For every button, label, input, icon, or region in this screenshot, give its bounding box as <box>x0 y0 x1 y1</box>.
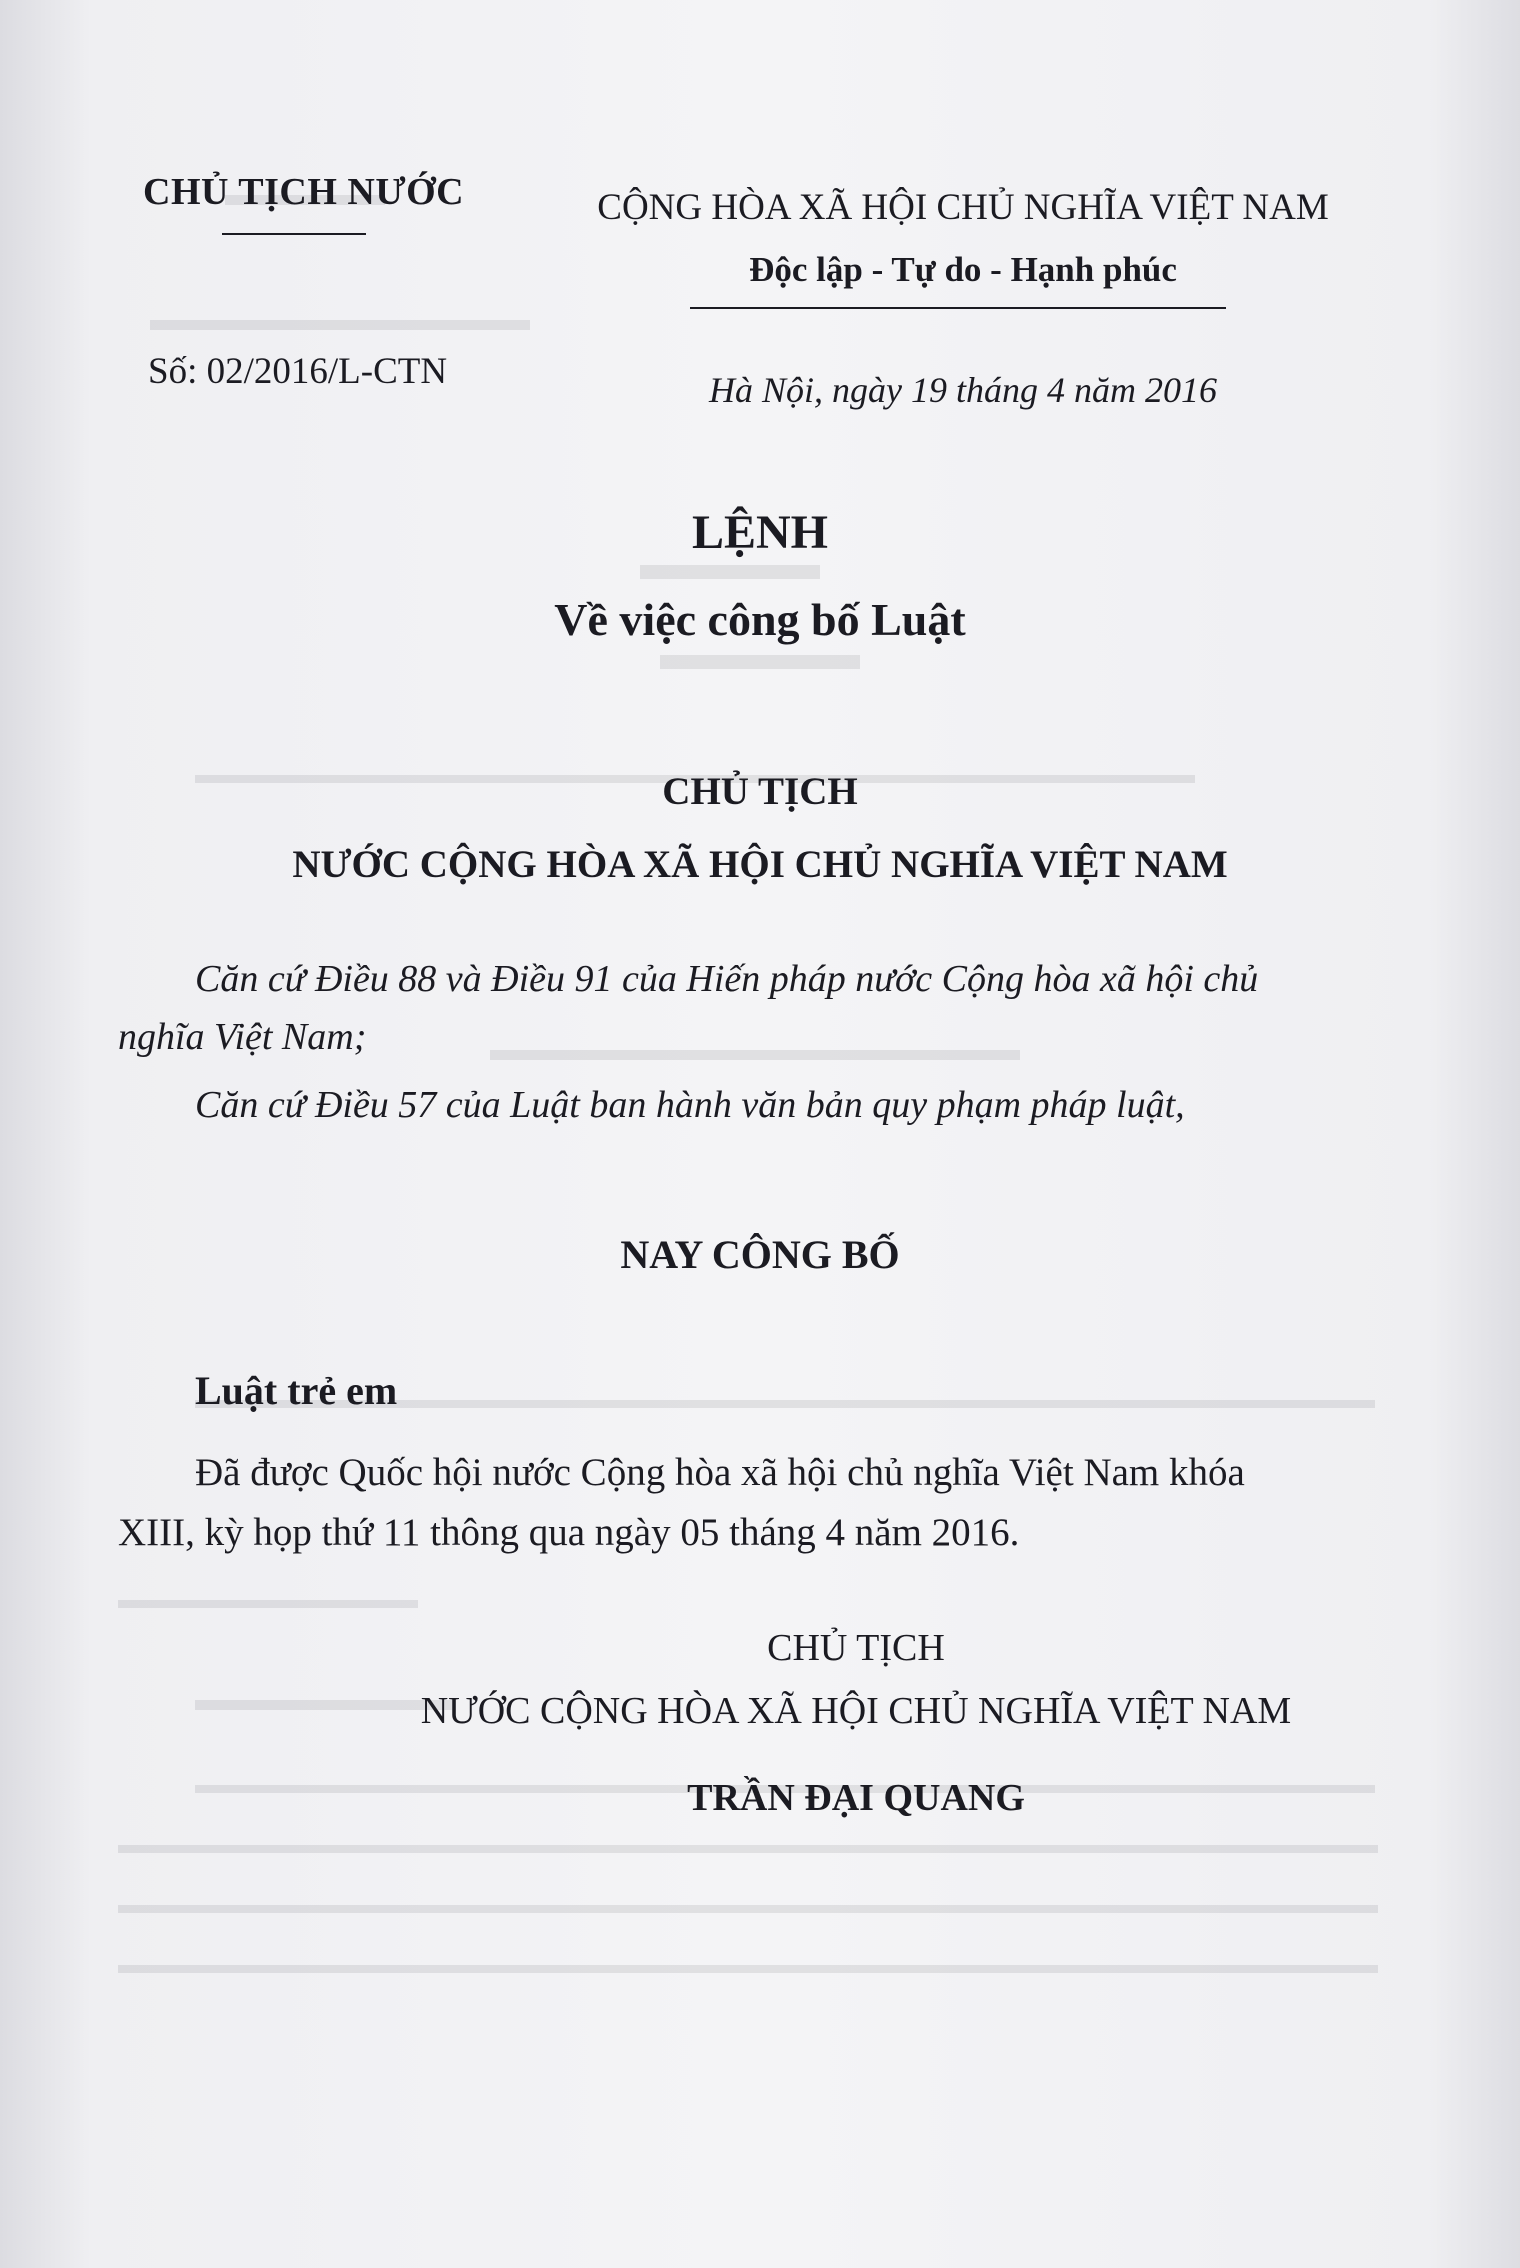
issuer-title: CHỦ TỊCH NƯỚC <box>143 171 465 213</box>
nation-name: CỘNG HÒA XÃ HỘI CHỦ NGHĨA VIỆT NAM <box>597 187 1329 228</box>
place-and-date: Hà Nội, ngày 19 tháng 4 năm 2016 <box>709 370 1217 410</box>
bleed-through-mark <box>640 565 820 579</box>
bleed-through-mark <box>660 655 860 669</box>
issuer-underline <box>222 233 366 235</box>
law-passed-statement-continuation: XIII, kỳ họp thứ 11 thông qua ngày 05 tháng 4 năm 2016. <box>118 1511 1020 1554</box>
announcement-heading: NAY CÔNG BỐ <box>620 1232 900 1277</box>
authority-organization: NƯỚC CỘNG HÒA XÃ HỘI CHỦ NGHĨA VIỆT NAM <box>292 843 1228 886</box>
national-motto: Độc lập - Tự do - Hạnh phúc <box>749 250 1177 289</box>
bleed-through-mark <box>490 1050 1020 1060</box>
authority-role: CHỦ TỊCH <box>662 770 858 813</box>
bleed-through-mark <box>118 1965 1378 1973</box>
bleed-through-mark <box>118 1905 1378 1913</box>
bleed-through-mark <box>118 1600 418 1608</box>
signatory-title: CHỦ TỊCH <box>767 1627 945 1669</box>
law-name: Luật trẻ em <box>195 1368 398 1413</box>
signatory-organization: NƯỚC CỘNG HÒA XÃ HỘI CHỦ NGHĨA VIỆT NAM <box>420 1690 1292 1732</box>
signatory-name: TRẦN ĐẠI QUANG <box>687 1777 1025 1819</box>
law-passed-statement: Đã được Quốc hội nước Cộng hòa xã hội chủ nghĩa Việt Nam khóa <box>195 1451 1245 1494</box>
bleed-through-mark <box>150 320 530 330</box>
legal-ground-2: Căn cứ Điều 57 của Luật ban hành văn bản quy phạm pháp luật, <box>195 1084 1185 1126</box>
legal-ground-1: Căn cứ Điều 88 và Điều 91 của Hiến pháp nước Cộng hòa xã hội chủ <box>195 958 1259 1000</box>
document-subject: Về việc công bố Luật <box>554 594 966 645</box>
document-title: LỆNH <box>691 506 829 559</box>
document-number: Số: 02/2016/L-CTN <box>148 351 448 392</box>
legal-ground-1-continuation: nghĩa Việt Nam; <box>118 1016 367 1058</box>
motto-underline <box>690 307 1226 309</box>
bleed-through-mark <box>118 1845 1378 1853</box>
